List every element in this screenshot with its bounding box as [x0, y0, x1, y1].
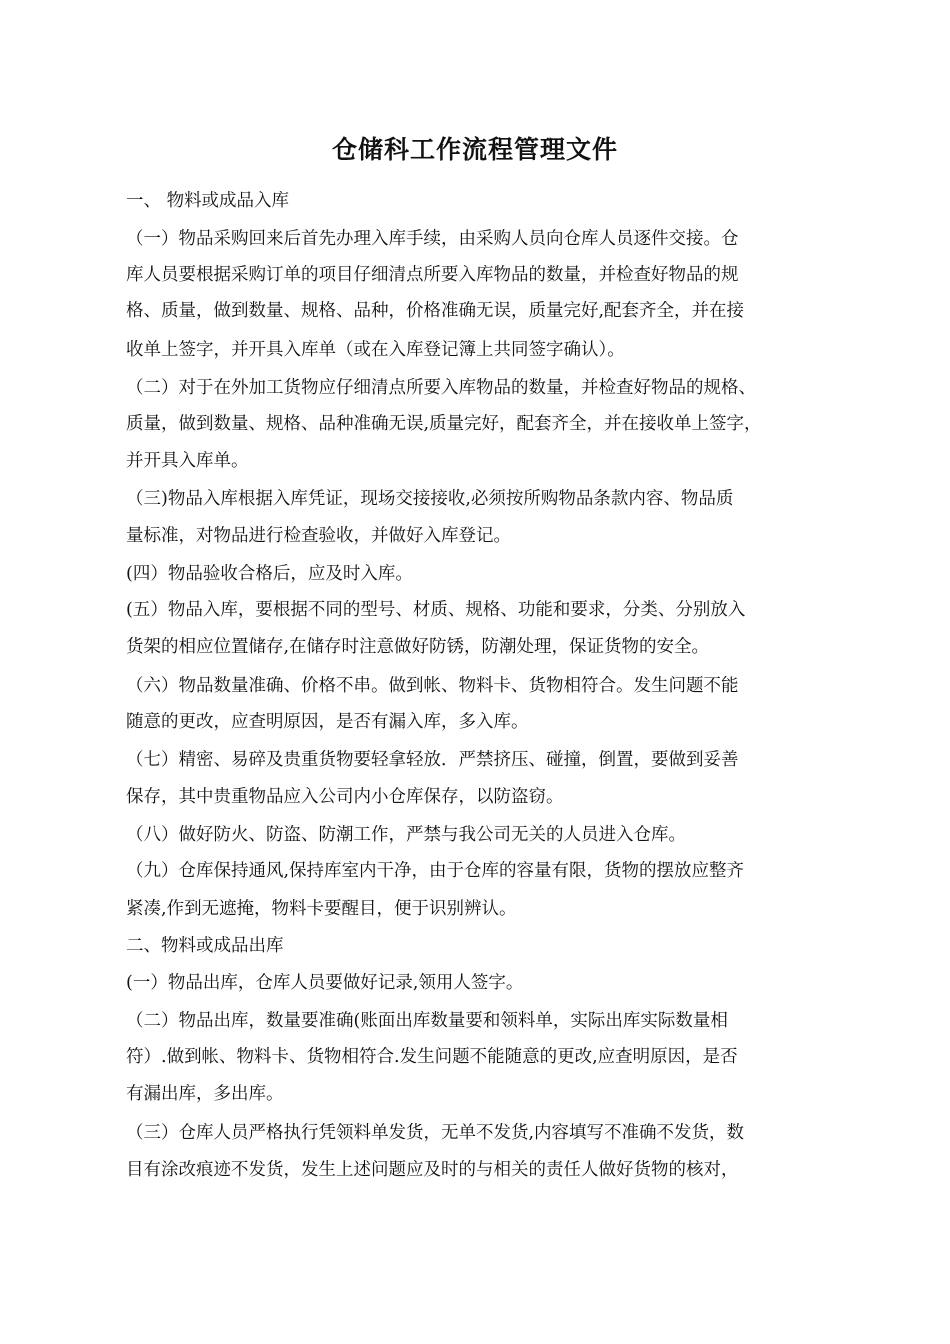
paragraph-line: 量标准，对物品进行检查验收，并做好入库登记。	[126, 526, 511, 546]
paragraph-line: 货架的相应位置储存,在储存时注意做好防锈，防潮处理，保证货物的安全。	[126, 637, 710, 657]
paragraph-line: （一）物品采购回来后首先办理入库手续，由采购人员向仓库人员逐件交接。仓	[126, 229, 739, 249]
paragraph-line: （二）物品出库，数量要准确(账面出库数量要和领料单，实际出库实际数量相	[126, 1011, 728, 1031]
section-heading-inbound: 一、 物料或成品入库	[126, 191, 290, 211]
paragraph-line: （六）物品数量准确、价格不串。做到帐、物料卡、货物相符合。发生问题不能	[126, 676, 739, 696]
paragraph-line: (四）物品验收合格后，应及时入库。	[126, 564, 413, 584]
paragraph-line: 目有涂改痕迹不发货，发生上述问题应及时的与相关的责任人做好货物的核对，	[126, 1160, 739, 1180]
paragraph-line: （三)物品入库根据入库凭证，现场交接接收,必须按所购物品条款内容、物品质	[126, 489, 734, 509]
section-heading-outbound: 二、物料或成品出库	[126, 936, 284, 956]
paragraph-line: 保存，其中贵重物品应入公司内小仓库保存，以防盗窃。	[126, 787, 564, 807]
paragraph-line: 有漏出库，多出库。	[126, 1084, 284, 1104]
paragraph-line: 格、质量，做到数量、规格、品种，价格准确无误，质量完好,配套齐全，并在接	[126, 301, 745, 321]
paragraph-line: （二）对于在外加工货物应仔细清点所要入库物品的数量，并检查好物品的规格、	[126, 378, 756, 398]
paragraph-line: （九）仓库保持通风,保持库室内干净，由于仓库的容量有限，货物的摆放应整齐	[126, 861, 745, 881]
paragraph-line: （七）精密、易碎及贵重货物要轻拿轻放．严禁挤压、碰撞，倒置，要做到妥善	[126, 750, 739, 770]
paragraph-line: 收单上签字，并开具入库单（或在入库登记簿上共同签字确认）。	[126, 340, 625, 360]
paragraph-line: （三）仓库人员严格执行凭领料单发货，无单不发货,内容填写不准确不发货，数	[126, 1123, 745, 1143]
paragraph-line: 质量，做到数量、规格、品种准确无误,质量完好，配套齐全，并在接收单上签字，	[126, 414, 762, 434]
paragraph-line: 并开具入库单。	[126, 451, 249, 471]
paragraph-line: 符）.做到帐、物料卡、货物相符合.发生问题不能随意的更改,应查明原因，是否	[126, 1047, 738, 1067]
paragraph-line: (五）物品入库，要根据不同的型号、材质、规格、功能和要求，分类、分别放入	[126, 600, 746, 620]
document-title: 仓储科工作流程管理文件	[331, 135, 618, 164]
paragraph-line: 库人员要根据采购订单的项目仔细清点所要入库物品的数量，并检查好物品的规	[126, 265, 739, 285]
paragraph-line: (一）物品出库，仓库人员要做好记录,领用人签字。	[126, 973, 524, 993]
paragraph-line: （八）做好防火、防盗、防潮工作，严禁与我公司无关的人员进入仓库。	[126, 825, 686, 845]
paragraph-line: 紧凑,作到无遮掩，物料卡要醒目，便于识别辨认。	[126, 899, 517, 919]
paragraph-line: 随意的更改，应查明原因，是否有漏入库，多入库。	[126, 712, 529, 732]
